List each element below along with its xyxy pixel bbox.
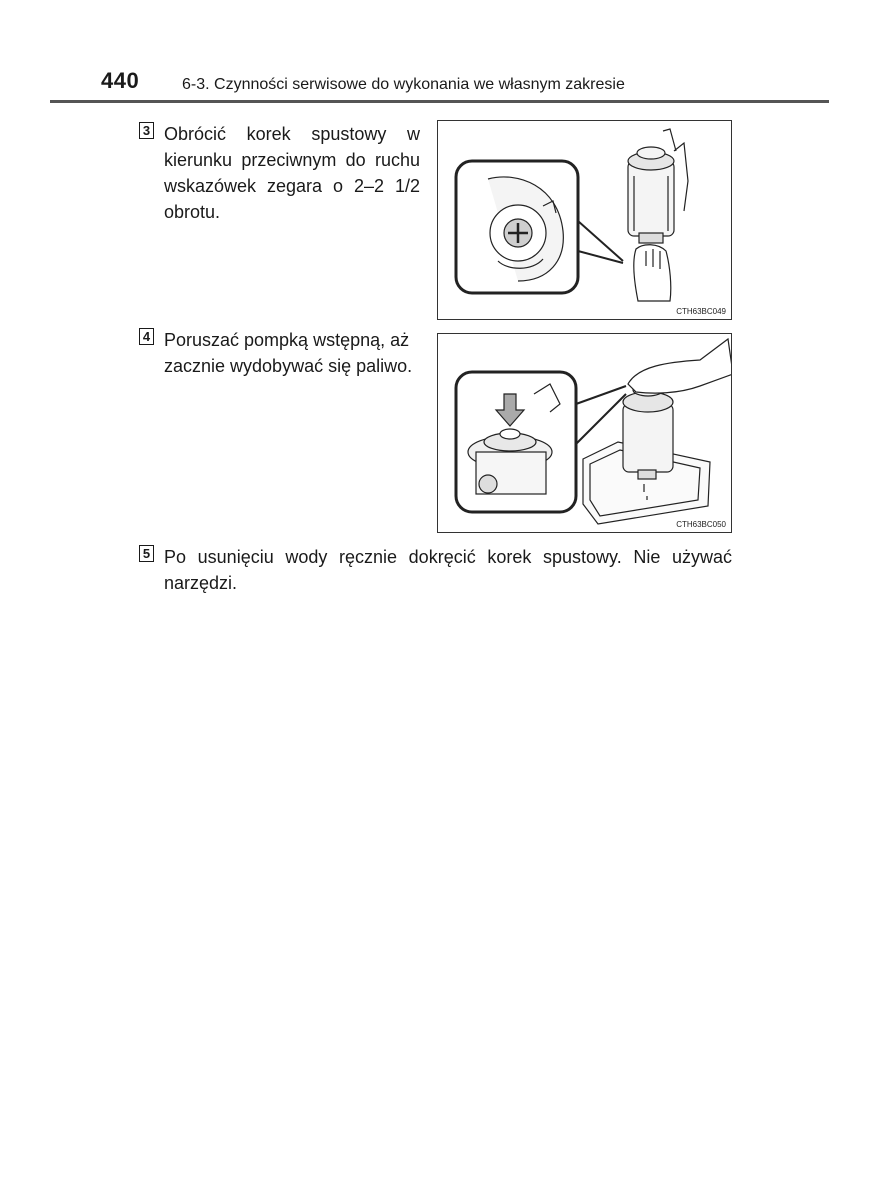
step-4-text: Poruszać pompką wstępną, aż zacznie wydobywać się paliwo. [164,330,413,376]
section-title: 6-3. Czynności serwisowe do wykonania we własnym zakresie [182,76,625,93]
fuel-filter-priming-pump-illustration-icon [438,334,732,533]
page-number: 440 [101,68,140,93]
figure-priming-pump [437,333,732,533]
step-3-text: Obrócić korek spustowy w kierunku przeciwnym do ruchu wskazówek zegara o 2–2 1/2 obrotu. [164,124,420,222]
figure-1-code: CTH63BC049 [676,307,726,316]
step-5-text: Po usunięciu wody ręcznie dokręcić korek spustowy. Nie używać narzędzi. [164,547,732,593]
header-rule [50,100,829,103]
step-4-number-box: 4 [139,328,154,345]
step-3-number-box: 3 [139,122,154,139]
figure-drain-plug [437,120,732,320]
fuel-filter-drain-plug-illustration-icon [438,121,732,320]
figure-2-code: CTH63BC050 [676,520,726,529]
step-5-number-box: 5 [139,545,154,562]
